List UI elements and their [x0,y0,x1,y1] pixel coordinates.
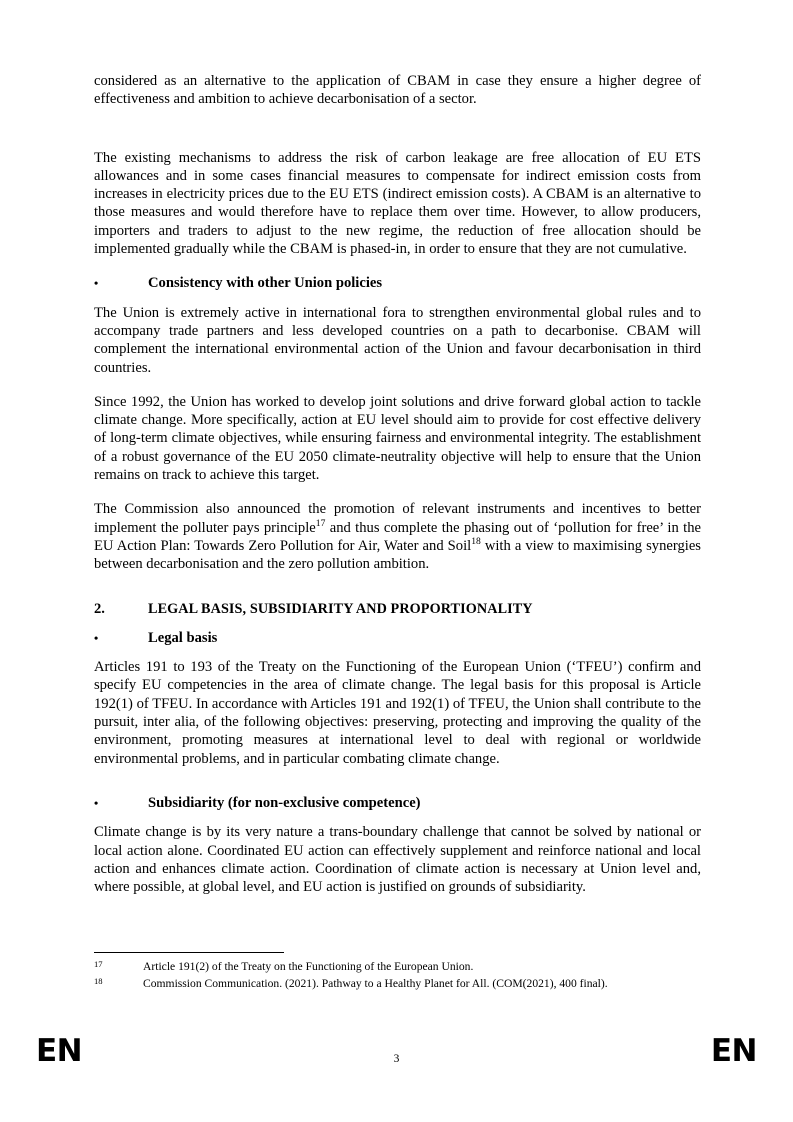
bullet-icon: • [94,795,99,810]
footnote-number: 18 [94,975,103,986]
footnotes-section [94,952,701,992]
heading-spacer [94,293,701,304]
heading-consistency-with-other-union-policies [94,274,701,292]
footnote-item [94,976,701,993]
footnote-ref-18[interactable]: 18 [471,536,481,548]
heading-section-2-legal-basis-subsidiarity-proportionality [94,600,701,618]
paragraph-climate-change-trans-boundary: Climate change is by its very nature a trans-boundary challenge that cannot be solved by national or local action alone. Coordinated EU action can effectively supplement and reinforce national and local action and enhances climate action. Coordination of climate action is necessary at Union level and, where possible, at global level, and EU action is justified on grounds of subsidiarity. [94,824,701,896]
heading-spacer [94,647,701,658]
footnote-number: 17 [94,959,103,969]
footer-page-number: 3 [393,1053,400,1065]
paragraph-articles-191-to-193: Articles 191 to 193 of the Treaty on the Functioning of the European Union (‘TFEU’) confirm and specify EU competencies in the area of climate change. The legal basis for this proposal is Article 192(1) of TFEU. In accordance with Articles 191 and 192(1) of TFEU, the Union shall contribute to the pursuit, inter alia, of the following objectives: preserving, protecting and improving the quality of the environment, promoting measures at international level to deal with regional or worldwide environmental problems, and in particular combating climate change. [94,659,701,767]
bullet-icon: • [94,276,99,291]
footer-language-marker-left: EN [36,1033,83,1069]
heading-spacer [94,812,701,823]
footer-language-marker-right: EN [710,1033,757,1069]
section-spacer [94,768,701,794]
heading-label: Legal basis [148,629,218,646]
paragraph-text-part-1: The Commission also announced the promotion of relevant instruments and incentives to better implement the polluter pays principle [94,501,701,536]
footnote-separator-rule [94,952,284,953]
paragraph-spacer [94,377,701,393]
section-spacer [94,574,701,600]
heading-legal-basis [94,629,701,647]
paragraph-text-part-2: and thus complete the phasing out of ‘pollution for free’ in the EU Action Plan: Towards Zero Pollution for Air, Water and Soil [94,519,701,554]
paragraph-considered-alternative: considered as an alternative to the application of CBAM in case they ensure a higher degree of effectiveness and ambition to achieve decarbonisation of a sector. [94,73,701,108]
paragraph-spacer [94,258,701,274]
paragraph-since-1992: Since 1992, the Union has worked to develop joint solutions and drive forward global action to tackle climate change. More specifically, action at EU level should aim to provide for cost effective delivery of long-term climate objectives, while ensuring fairness and environmental integrity. The establishment of a robust governance of the EU 2050 climate-neutrality objective will help to ensure that the Union remains on track to achieve this target. [94,393,701,484]
heading-subsidiarity-non-exclusive-competence [94,794,701,812]
page-content [94,72,701,896]
heading-label: Subsidiarity (for non-exclusive competence) [148,794,421,811]
paragraph-spacer [94,109,701,149]
paragraph-spacer [94,484,701,500]
paragraph-text-part-3: with a view to maximising synergies between decarbonisation and the zero pollution ambition. [94,537,701,573]
footnote-item [94,959,701,976]
footnote-ref-17[interactable]: 17 [315,517,326,529]
footnote-text: Article 191(2) of the Treaty on the Functioning of the European Union. [143,960,474,973]
paragraph-commission-announced [94,500,701,573]
paragraph-union-active-international-fora: The Union is extremely active in international fora to strengthen environmental global rules and to accompany trade partners and less developed countries on a path to decarbonise. CBAM will complement the international environmental action of the Union and favour decarbonisation in third countries. [94,304,701,376]
heading-label: LEGAL BASIS, SUBSIDIARITY AND PROPORTIONALITY [148,600,533,617]
heading-label: Consistency with other Union policies [148,275,383,292]
section-number: 2. [94,600,105,617]
paragraph-existing-mechanisms: The existing mechanisms to address the risk of carbon leakage are free allocation of EU ETS allowances and in some cases financial measures to compensate for indirect emission costs from increases in electricity prices due to the EU ETS (indirect emission costs). A CBAM is an alternative to those measures and would therefore have to replace them over time. However, to allow producers, importers and traders to adjust to the new regime, the reduction of free allocation should be implemented gradually while the CBAM is phased-in, in order to ensure that they are not cumulative. [94,149,701,258]
bullet-icon: • [94,630,99,645]
heading-spacer [94,618,701,629]
footnote-text: Commission Communication. (2021). Pathway to a Healthy Planet for All. (COM(2021), 400 final). [143,976,608,990]
